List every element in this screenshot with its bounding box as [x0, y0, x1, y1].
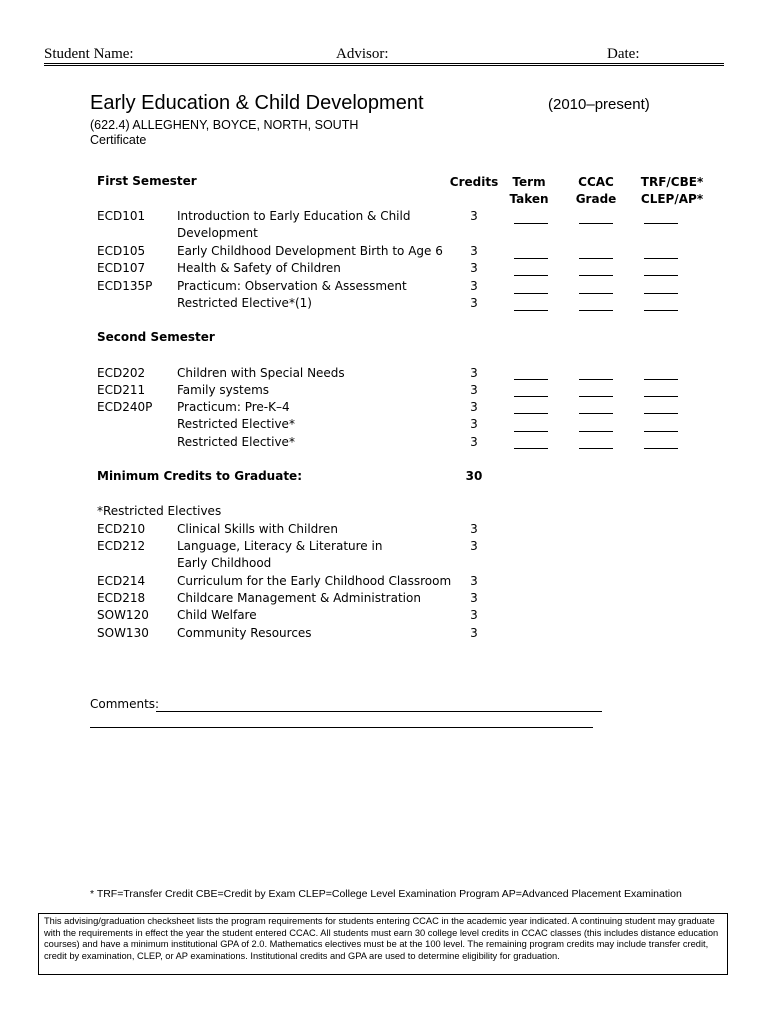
course-credits: 3 [470, 435, 478, 449]
first-semester-title: First Semester [97, 174, 197, 188]
ccac-grade-blank[interactable] [579, 275, 613, 276]
course-code: ECD101 [97, 209, 146, 223]
course-name: Restricted Elective* [177, 417, 295, 431]
course-code: ECD212 [97, 539, 146, 553]
minimum-credits-label: Minimum Credits to Graduate: [97, 469, 302, 483]
ccac-grade-blank[interactable] [579, 293, 613, 294]
course-code: ECD135P [97, 279, 153, 293]
minimum-credits-value: 30 [465, 469, 483, 483]
trf-cbe-blank[interactable] [644, 431, 678, 432]
header-rule [44, 63, 724, 64]
trf-cbe-blank[interactable] [644, 448, 678, 449]
program-years: (2010–present) [548, 96, 650, 113]
advisor-label: Advisor: [336, 46, 389, 62]
course-credits: 3 [470, 244, 478, 258]
course-name: Restricted Elective* [177, 435, 295, 449]
term-taken-column-header: Term Taken [509, 175, 549, 206]
course-name: Children with Special Needs [177, 366, 345, 380]
trf-cbe-blank[interactable] [644, 310, 678, 311]
course-code: ECD218 [97, 591, 146, 605]
course-code: ECD105 [97, 244, 146, 258]
course-name: Introduction to Early Education & Child Development [177, 209, 411, 241]
program-type: Certificate [90, 133, 147, 147]
trf-cbe-blank[interactable] [644, 258, 678, 259]
term-taken-blank[interactable] [514, 258, 548, 259]
comments-line[interactable] [90, 727, 593, 728]
term-taken-blank[interactable] [514, 223, 548, 224]
course-code: ECD202 [97, 366, 146, 380]
course-name: Practicum: Pre-K–4 [177, 400, 290, 414]
term-taken-blank[interactable] [514, 293, 548, 294]
comments-line[interactable] [156, 711, 602, 712]
comments-label: Comments: [90, 697, 160, 711]
program-code-line: (622.4) ALLEGHENY, BOYCE, NORTH, SOUTH [90, 118, 359, 132]
ccac-grade-column-header: CCAC Grade [575, 175, 617, 206]
course-credits: 3 [470, 608, 478, 622]
ccac-grade-blank[interactable] [579, 223, 613, 224]
course-credits: 3 [470, 296, 478, 310]
course-credits: 3 [470, 539, 478, 553]
course-credits: 3 [470, 261, 478, 275]
course-credits: 3 [470, 279, 478, 293]
term-taken-blank[interactable] [514, 310, 548, 311]
term-taken-blank[interactable] [514, 379, 548, 380]
course-name: Practicum: Observation & Assessment [177, 279, 407, 293]
ccac-grade-blank[interactable] [579, 431, 613, 432]
course-credits: 3 [470, 522, 478, 536]
trf-cbe-blank[interactable] [644, 396, 678, 397]
term-taken-blank[interactable] [514, 275, 548, 276]
course-code: SOW120 [97, 608, 149, 622]
ccac-grade-blank[interactable] [579, 448, 613, 449]
header-row [44, 46, 724, 66]
course-code: ECD211 [97, 383, 146, 397]
course-code: ECD240P [97, 400, 153, 414]
course-name: Restricted Elective*(1) [177, 296, 312, 310]
course-name: Clinical Skills with Children [177, 522, 338, 536]
term-taken-blank[interactable] [514, 396, 548, 397]
course-name: Family systems [177, 383, 270, 397]
program-title: Early Education & Child Development [90, 92, 424, 114]
course-credits: 3 [470, 400, 478, 414]
course-name: Health & Safety of Children [177, 261, 341, 275]
course-name: Childcare Management & Administration [177, 591, 421, 605]
course-credits: 3 [470, 574, 478, 588]
course-name: Community Resources [177, 626, 312, 640]
course-credits: 3 [470, 209, 478, 223]
course-code: ECD214 [97, 574, 146, 588]
ccac-grade-blank[interactable] [579, 379, 613, 380]
course-credits: 3 [470, 626, 478, 640]
course-code: SOW130 [97, 626, 149, 640]
second-semester-title: Second Semester [97, 330, 215, 344]
course-name: Early Childhood Development Birth to Age 6 [177, 244, 443, 258]
program-subtitle [90, 118, 358, 148]
credits-column-header: Credits [449, 175, 499, 189]
student-name-label: Student Name: [44, 46, 134, 62]
disclaimer-box: This advising/graduation checksheet lists the program requirements for students entering CCAC in the academic year indicated. A continuing student may graduate with the requirements in effect the year the student entered CCAC. All students must earn 30 college level credits in CCAC classes (this includes distance education courses) and have a minimum institutional GPA of 2.0. Mathematics electives must be at the 100 level. The remaining program credits may include transfer credit, credit by examination, CLEP, or AP examinations. Institutional credits and GPA are used to determine eligibility for graduation. [38, 913, 728, 975]
trf-cbe-blank[interactable] [644, 379, 678, 380]
term-taken-blank[interactable] [514, 413, 548, 414]
trf-cbe-blank[interactable] [644, 293, 678, 294]
header-rule-double [44, 65, 724, 66]
ccac-grade-blank[interactable] [579, 413, 613, 414]
ccac-grade-blank[interactable] [579, 258, 613, 259]
trf-cbe-blank[interactable] [644, 223, 678, 224]
date-label: Date: [607, 46, 640, 62]
course-name: Language, Literacy & Literature in Early Childhood [177, 539, 383, 571]
course-name: Child Welfare [177, 608, 257, 622]
term-taken-blank[interactable] [514, 448, 548, 449]
course-name: Curriculum for the Early Childhood Classroom [177, 574, 452, 588]
comments-field[interactable] [90, 697, 159, 711]
trf-cbe-blank[interactable] [644, 275, 678, 276]
term-taken-blank[interactable] [514, 431, 548, 432]
course-credits: 3 [470, 417, 478, 431]
course-code: ECD210 [97, 522, 146, 536]
course-credits: 3 [470, 383, 478, 397]
course-credits: 3 [470, 366, 478, 380]
course-credits: 3 [470, 591, 478, 605]
trf-cbe-blank[interactable] [644, 413, 678, 414]
footnote: * TRF=Transfer Credit CBE=Credit by Exam CLEP=College Level Examination Program AP=Advanced Placement Examination [90, 888, 682, 900]
ccac-grade-blank[interactable] [579, 310, 613, 311]
trf-cbe-column-header: TRF/CBE* CLEP/AP* [640, 175, 704, 206]
ccac-grade-blank[interactable] [579, 396, 613, 397]
course-code: ECD107 [97, 261, 146, 275]
